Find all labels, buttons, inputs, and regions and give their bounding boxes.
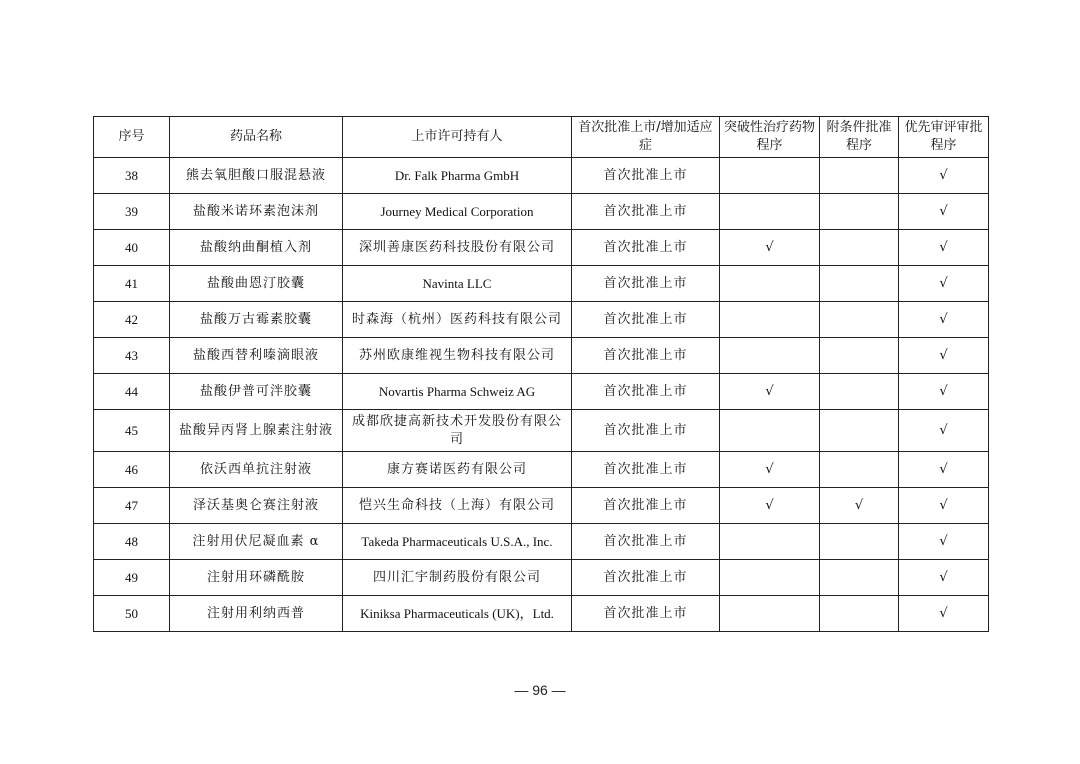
cell-drug-name: 盐酸纳曲酮植入剂 bbox=[170, 230, 343, 266]
cell-holder: Journey Medical Corporation bbox=[343, 194, 572, 230]
cell-index: 50 bbox=[94, 596, 170, 632]
cell-breakthrough bbox=[720, 194, 820, 230]
cell-conditional bbox=[820, 338, 899, 374]
cell-priority: √ bbox=[899, 596, 989, 632]
table-row bbox=[94, 410, 989, 452]
cell-breakthrough: √ bbox=[720, 230, 820, 266]
cell-index: 45 bbox=[94, 410, 170, 452]
table-row bbox=[94, 266, 989, 302]
table-row bbox=[94, 158, 989, 194]
cell-approval-type: 首次批准上市 bbox=[572, 410, 720, 452]
cell-breakthrough bbox=[720, 524, 820, 560]
table-row bbox=[94, 560, 989, 596]
cell-priority: √ bbox=[899, 230, 989, 266]
header-holder: 上市许可持有人 bbox=[343, 117, 572, 158]
cell-index: 47 bbox=[94, 488, 170, 524]
page-number: — 96 — bbox=[514, 682, 566, 698]
cell-conditional bbox=[820, 560, 899, 596]
cell-conditional bbox=[820, 266, 899, 302]
cell-drug-name: 盐酸米诺环素泡沫剂 bbox=[170, 194, 343, 230]
cell-drug-name: 盐酸曲恩汀胶囊 bbox=[170, 266, 343, 302]
cell-drug-name: 盐酸伊普可泮胶囊 bbox=[170, 374, 343, 410]
cell-holder: 恺兴生命科技（上海）有限公司 bbox=[343, 488, 572, 524]
cell-index: 48 bbox=[94, 524, 170, 560]
cell-index: 41 bbox=[94, 266, 170, 302]
cell-holder: 康方赛诺医药有限公司 bbox=[343, 452, 572, 488]
table-row bbox=[94, 374, 989, 410]
cell-priority: √ bbox=[899, 158, 989, 194]
cell-approval-type: 首次批准上市 bbox=[572, 488, 720, 524]
cell-breakthrough bbox=[720, 596, 820, 632]
header-priority: 优先审评审批程序 bbox=[899, 117, 989, 158]
cell-conditional bbox=[820, 410, 899, 452]
cell-breakthrough bbox=[720, 560, 820, 596]
cell-holder: 时森海（杭州）医药科技有限公司 bbox=[343, 302, 572, 338]
cell-priority: √ bbox=[899, 488, 989, 524]
cell-approval-type: 首次批准上市 bbox=[572, 302, 720, 338]
cell-priority: √ bbox=[899, 194, 989, 230]
cell-approval-type: 首次批准上市 bbox=[572, 560, 720, 596]
cell-approval-type: 首次批准上市 bbox=[572, 158, 720, 194]
cell-approval-type: 首次批准上市 bbox=[572, 596, 720, 632]
cell-index: 42 bbox=[94, 302, 170, 338]
cell-holder: Novartis Pharma Schweiz AG bbox=[343, 374, 572, 410]
cell-drug-name: 注射用利纳西普 bbox=[170, 596, 343, 632]
cell-holder: 深圳善康医药科技股份有限公司 bbox=[343, 230, 572, 266]
cell-conditional bbox=[820, 452, 899, 488]
cell-drug-name: 依沃西单抗注射液 bbox=[170, 452, 343, 488]
cell-priority: √ bbox=[899, 266, 989, 302]
cell-conditional bbox=[820, 524, 899, 560]
cell-index: 39 bbox=[94, 194, 170, 230]
cell-approval-type: 首次批准上市 bbox=[572, 338, 720, 374]
cell-breakthrough bbox=[720, 158, 820, 194]
cell-breakthrough: √ bbox=[720, 452, 820, 488]
table-row bbox=[94, 338, 989, 374]
cell-approval-type: 首次批准上市 bbox=[572, 230, 720, 266]
cell-priority: √ bbox=[899, 410, 989, 452]
cell-conditional bbox=[820, 230, 899, 266]
cell-index: 44 bbox=[94, 374, 170, 410]
table-row bbox=[94, 452, 989, 488]
cell-priority: √ bbox=[899, 560, 989, 596]
cell-breakthrough bbox=[720, 410, 820, 452]
cell-breakthrough bbox=[720, 266, 820, 302]
cell-drug-name: 熊去氧胆酸口服混悬液 bbox=[170, 158, 343, 194]
cell-drug-name: 盐酸异丙肾上腺素注射液 bbox=[170, 410, 343, 452]
cell-breakthrough bbox=[720, 338, 820, 374]
table-row bbox=[94, 302, 989, 338]
header-approval-type: 首次批准上市/增加适应症 bbox=[572, 117, 720, 158]
cell-drug-name: 盐酸万古霉素胶囊 bbox=[170, 302, 343, 338]
cell-conditional bbox=[820, 596, 899, 632]
header-breakthrough: 突破性治疗药物程序 bbox=[720, 117, 820, 158]
table-header-row bbox=[94, 117, 989, 158]
table-row bbox=[94, 596, 989, 632]
cell-drug-name: 注射用环磷酰胺 bbox=[170, 560, 343, 596]
cell-holder: Dr. Falk Pharma GmbH bbox=[343, 158, 572, 194]
cell-index: 43 bbox=[94, 338, 170, 374]
cell-approval-type: 首次批准上市 bbox=[572, 266, 720, 302]
drug-approval-table bbox=[93, 116, 989, 632]
cell-holder: 苏州欧康维视生物科技有限公司 bbox=[343, 338, 572, 374]
cell-priority: √ bbox=[899, 452, 989, 488]
cell-approval-type: 首次批准上市 bbox=[572, 524, 720, 560]
table-row bbox=[94, 230, 989, 266]
cell-holder: Navinta LLC bbox=[343, 266, 572, 302]
cell-breakthrough: √ bbox=[720, 488, 820, 524]
header-conditional: 附条件批准程序 bbox=[820, 117, 899, 158]
cell-conditional bbox=[820, 158, 899, 194]
cell-index: 40 bbox=[94, 230, 170, 266]
cell-holder: 成都欣捷高新技术开发股份有限公司 bbox=[343, 410, 572, 452]
cell-conditional: √ bbox=[820, 488, 899, 524]
header-drug-name: 药品名称 bbox=[170, 117, 343, 158]
cell-drug-name: 注射用伏尼凝血素 α bbox=[170, 524, 343, 560]
cell-priority: √ bbox=[899, 374, 989, 410]
cell-drug-name: 盐酸西替利嗪滴眼液 bbox=[170, 338, 343, 374]
cell-holder: Kiniksa Pharmaceuticals (UK)，Ltd. bbox=[343, 596, 572, 632]
table-row bbox=[94, 524, 989, 560]
header-index: 序号 bbox=[94, 117, 170, 158]
cell-index: 49 bbox=[94, 560, 170, 596]
cell-priority: √ bbox=[899, 524, 989, 560]
cell-approval-type: 首次批准上市 bbox=[572, 452, 720, 488]
cell-approval-type: 首次批准上市 bbox=[572, 374, 720, 410]
table-row bbox=[94, 488, 989, 524]
cell-conditional bbox=[820, 194, 899, 230]
cell-index: 46 bbox=[94, 452, 170, 488]
cell-drug-name: 泽沃基奥仑赛注射液 bbox=[170, 488, 343, 524]
cell-breakthrough bbox=[720, 302, 820, 338]
cell-breakthrough: √ bbox=[720, 374, 820, 410]
cell-holder: Takeda Pharmaceuticals U.S.A., Inc. bbox=[343, 524, 572, 560]
cell-holder: 四川汇宇制药股份有限公司 bbox=[343, 560, 572, 596]
cell-priority: √ bbox=[899, 338, 989, 374]
cell-priority: √ bbox=[899, 302, 989, 338]
cell-approval-type: 首次批准上市 bbox=[572, 194, 720, 230]
table-row bbox=[94, 194, 989, 230]
cell-index: 38 bbox=[94, 158, 170, 194]
cell-conditional bbox=[820, 374, 899, 410]
cell-conditional bbox=[820, 302, 899, 338]
